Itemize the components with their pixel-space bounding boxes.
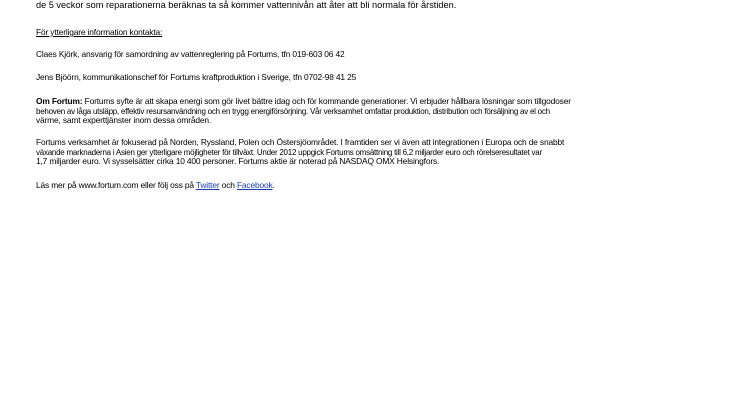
operations-line-3: 1,7 miljarder euro. Vi sysselsätter cirka 10 400 personer. Fortums aktie är noterad på NASDAQ OMX Helsingfors. bbox=[36, 156, 440, 166]
contact-person-jens: Jens Bjöörn, kommunikationschef för Fortums kraftproduktion i Sverige, tfn 0702-98 41 25 bbox=[36, 72, 357, 82]
facebook-link[interactable]: Facebook bbox=[236, 180, 273, 190]
about-line-2: behoven av låga utsläpp, effektiv resursanvändning och en trygg energiförsörjning. Vår verksamhet omfattar produktion, distribution och försäljning av el och bbox=[36, 106, 550, 116]
contact-person-claes: Claes Kjörk, ansvarig för samordning av vattenreglering på Fortums, tfn 019-603 06 42 bbox=[36, 49, 345, 59]
twitter-link[interactable]: Twitter bbox=[195, 180, 220, 190]
operations-line-1: Fortums verksamhet är fokuserad på Norden, Ryssland, Polen och Östersjöområdet. I framtiden ser vi även att integrationen i Europa och de snabbt bbox=[36, 137, 565, 147]
about-line-1: Om Fortum: Fortums syfte är att skapa energi som gör livet bättre idag och för kommande generationer. Vi erbjuder hållbara lösningar som tillgodoser bbox=[36, 96, 571, 106]
about-line-3: värme, samt experttjänster inom dessa områden. bbox=[36, 115, 212, 125]
intro-continuation: de 5 veckor som reparationerna beräknas ta så kommer vattennivån att åter att bli normala för årstiden. bbox=[36, 0, 457, 10]
operations-line-2: växande marknaderna i Asien ger ytterligare möjligheter för tillväxt. Under 2012 uppgick Fortums omsättning till 6,2 miljarder euro och rörelseresultatet var bbox=[36, 147, 542, 157]
contact-heading: För ytterligare information kontakta: bbox=[36, 27, 163, 37]
about-label: Om Fortum: bbox=[36, 96, 83, 106]
read-more-line: Läs mer på www.fortum.com eller följ oss på Twitter och Facebook. bbox=[36, 180, 275, 190]
